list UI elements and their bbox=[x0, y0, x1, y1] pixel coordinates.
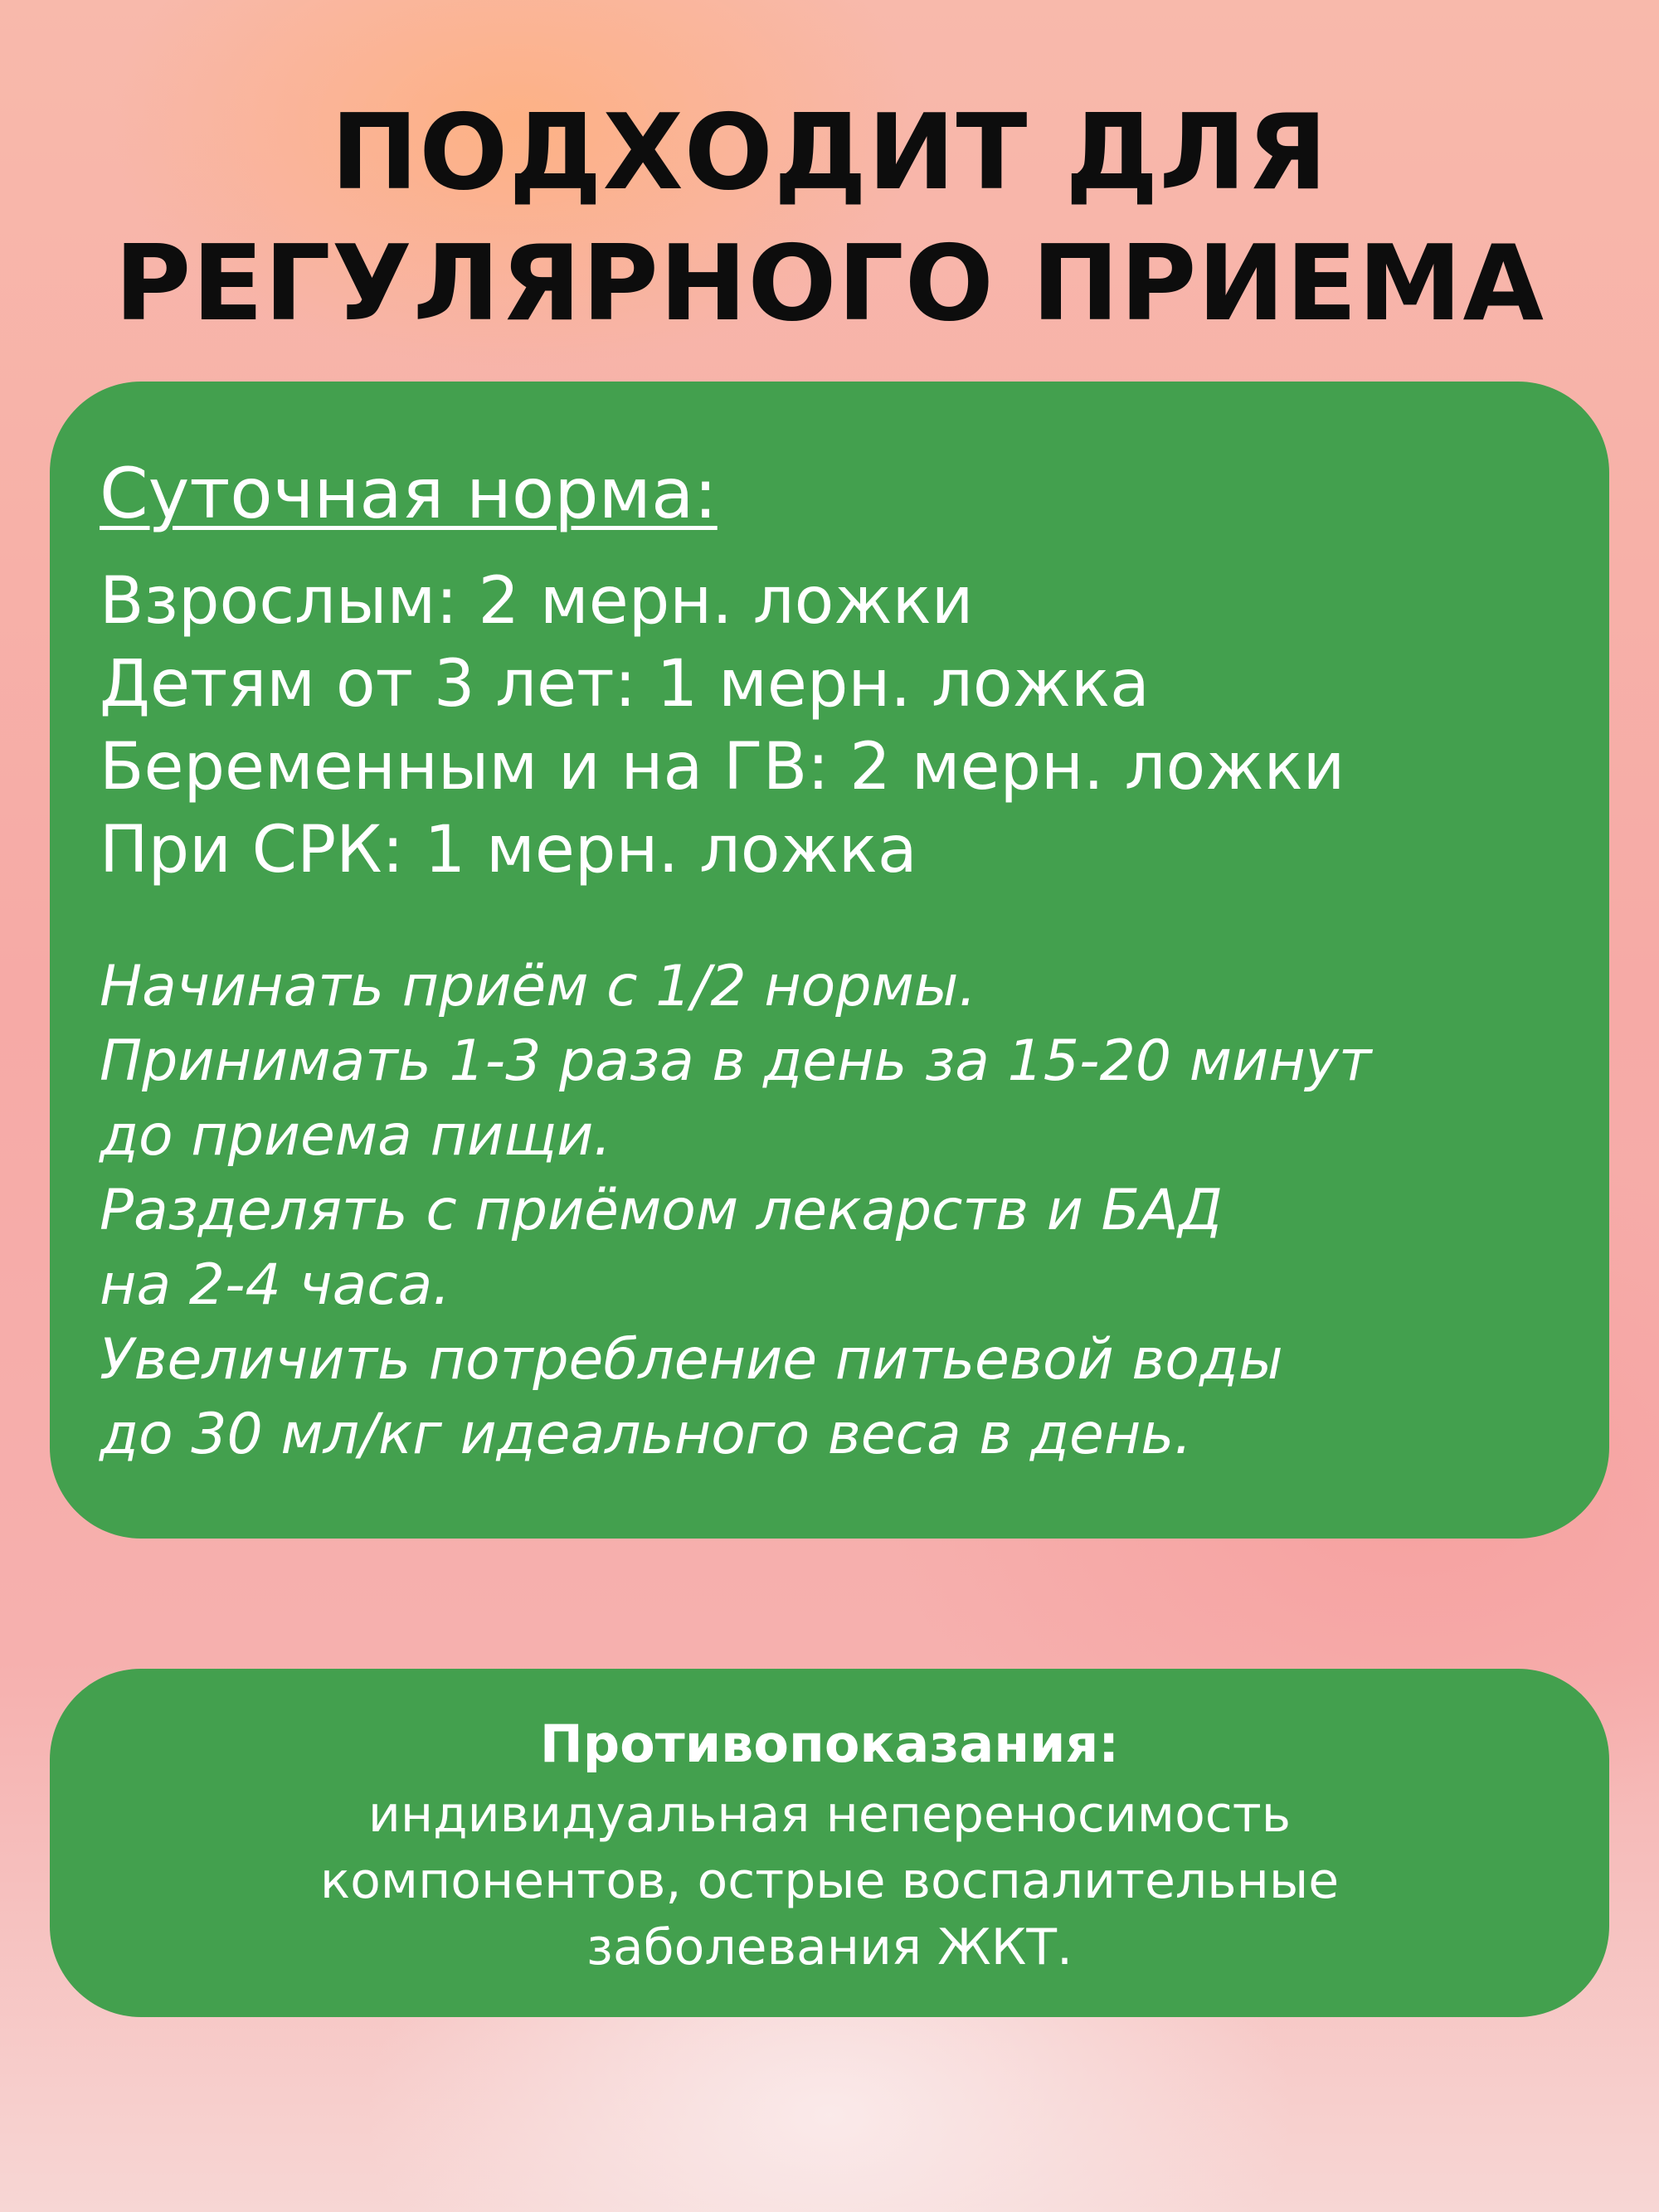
contraindications-card bbox=[50, 1669, 1609, 2017]
instruction-line: на 2-4 часа. bbox=[100, 1252, 450, 1318]
instruction-line: Начинать приём с 1/2 нормы. bbox=[100, 954, 977, 1019]
instruction-line: Принимать 1-3 раза в день за 15-20 минут bbox=[100, 1028, 1372, 1094]
dosage-card bbox=[50, 382, 1609, 1539]
instructions-list bbox=[100, 950, 1559, 1472]
contraindications-text bbox=[50, 1782, 1609, 1981]
dosage-list bbox=[100, 560, 1559, 892]
contraindications-line: компонентов, острые воспалительные bbox=[319, 1852, 1340, 1910]
instruction-line: до приема пищи. bbox=[100, 1103, 611, 1169]
dosage-item-adults: Взрослым: 2 мерн. ложки bbox=[100, 564, 974, 639]
title-line-2: РЕГУЛЯРНОГО ПРИЕМА bbox=[114, 222, 1545, 344]
instruction-line: Разделять с приёмом лекарств и БАД bbox=[100, 1178, 1223, 1243]
contraindications-line: заболевания ЖКТ. bbox=[586, 1918, 1073, 1976]
instruction-line: до 30 мл/кг идеального веса в день. bbox=[100, 1402, 1193, 1467]
dosage-item-ibs: При СРК: 1 мерн. ложка bbox=[100, 813, 917, 887]
dosage-item-children: Детям от 3 лет: 1 мерн. ложка bbox=[100, 647, 1150, 722]
contraindications-heading: Противопоказания: bbox=[539, 1714, 1120, 1774]
instruction-line: Увеличить потребление питьевой воды bbox=[100, 1327, 1283, 1393]
contraindications-line: индивидуальная непереносимость bbox=[367, 1786, 1292, 1844]
title-line-1: ПОДХОДИТ ДЛЯ bbox=[330, 91, 1329, 213]
dosage-item-pregnant: Беременным и на ГВ: 2 мерн. ложки bbox=[100, 730, 1345, 805]
page-title bbox=[0, 87, 1659, 349]
dosage-heading: Суточная норма: bbox=[100, 453, 718, 534]
